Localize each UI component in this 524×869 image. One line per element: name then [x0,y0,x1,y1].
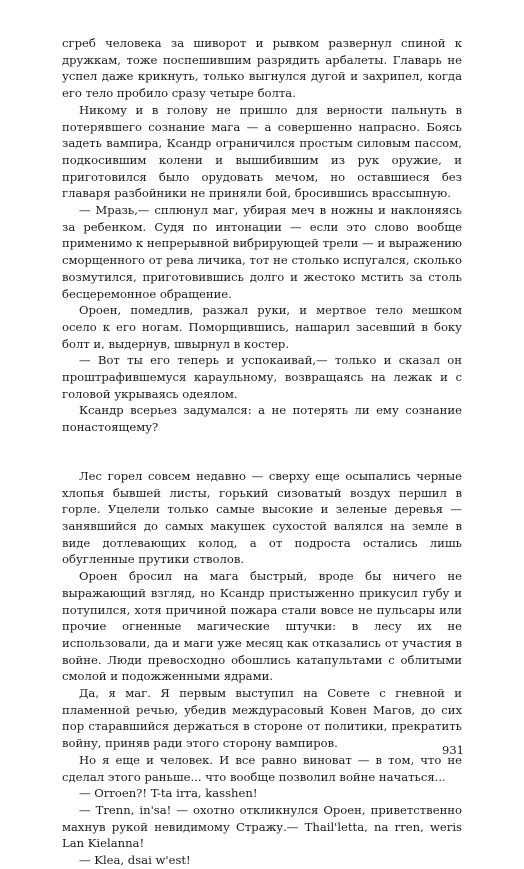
paragraph: Ороен бросил на мага быстрый, вроде бы ничего не выражающий взгляд, но Ксандр пристыженно прикусил губу и потупился, хотя причиной пожара стали вовсе не пульсары или прочие огненные магические штучки: в лесу их не использовали, да и маги уже месяц как отказались от участия в войне. Люди превосходно обошлись катапультами с облитыми смолой и подожженными ядрами. [62,569,462,684]
paragraph: Но я еще и человек. И все равно виноват — в том, что не сделал этого раньше... что вообще позволил войне начаться... [62,752,462,784]
paragraph: Да, я маг. Я первым выступил на Совете с гневной и пламенной речью, убедив междурасовый Ковен Магов, до сих пор старавшийся держаться в стороне от политики, прекратить войну, приняв ради этого сторону вампиров. [62,686,462,751]
dialogue-line: — Orroen?! T-ta irra, kasshen! [79,786,258,801]
paragraph: Ксандр всерьез задумался: а не потерять ли ему сознание понастоящему? [62,403,462,435]
paragraph: Лес горел совсем недавно — сверху еще осыпались черные хлопья бывшей листы, горький сизоватый воздух першил в горле. Уцелели только самые высокие и зеленые деревья — занявшийся до самых макушек сухостой валялся на земле в виде дотлевающих колод, а от подроста остались лишь обугленные прутики стволов. [62,468,462,567]
page-number: 931 [442,743,464,757]
text-section-1 [62,35,462,436]
paragraph: — Вот ты его теперь и успокаивай,— только и сказал он проштрафившемуся караульному, возвращаясь на лежак и с головой укрываясь одеялом. [62,353,462,401]
dialogue-line: — Trenn, in'sa! — охотно откликнулся Ороен, приветственно махнув рукой невидимому Стражу.— Thail'letta, na rren, weris Lan Kielanna! [62,802,462,851]
paragraph: — Мразь,— сплюнул маг, убирая меч в ножны и наклоняясь за ребенком. Судя по интонации — если это слово вообще применимо к непрерывной вибрирующей трели — и выражению сморщенного от рева личика, тот не столько испугался, сколько возмутился, приготовившись долго и жестоко мстить за столь бесцеремонное обращение. [62,203,462,301]
paragraph: сгреб человека за шиворот и рывком развернул спиной к дружкам, тоже поспешившим разрядить арбалеты. Главарь не успел даже крикнуть, только выгнулся дугой и захрипел, когда его тело пробило сразу четыре болта. [62,36,462,101]
paragraph: Ороен, помедлив, разжал руки, и мертвое тело мешком осело к его ногам. Поморщившись, нашарил засевший в боку болт и, выдернув, швырнул в костер. [62,303,462,351]
text-section-2 [62,468,462,869]
paragraph: Никому и в голову не пришло для верности пальнуть в потерявшего сознание мага — а совершенно напрасно. Боясь задеть вампира, Ксандр ограничился простым силовым пассом, подкосившим колени и вышибившим из рук оружие, и приготовился было орудовать мечом, но оставшиеся без главаря разбойники не приняли бой, бросившись врассыпную. [62,102,462,201]
section-break [62,436,462,468]
dialogue-line: — Klea, dsai w'est! [79,853,191,868]
